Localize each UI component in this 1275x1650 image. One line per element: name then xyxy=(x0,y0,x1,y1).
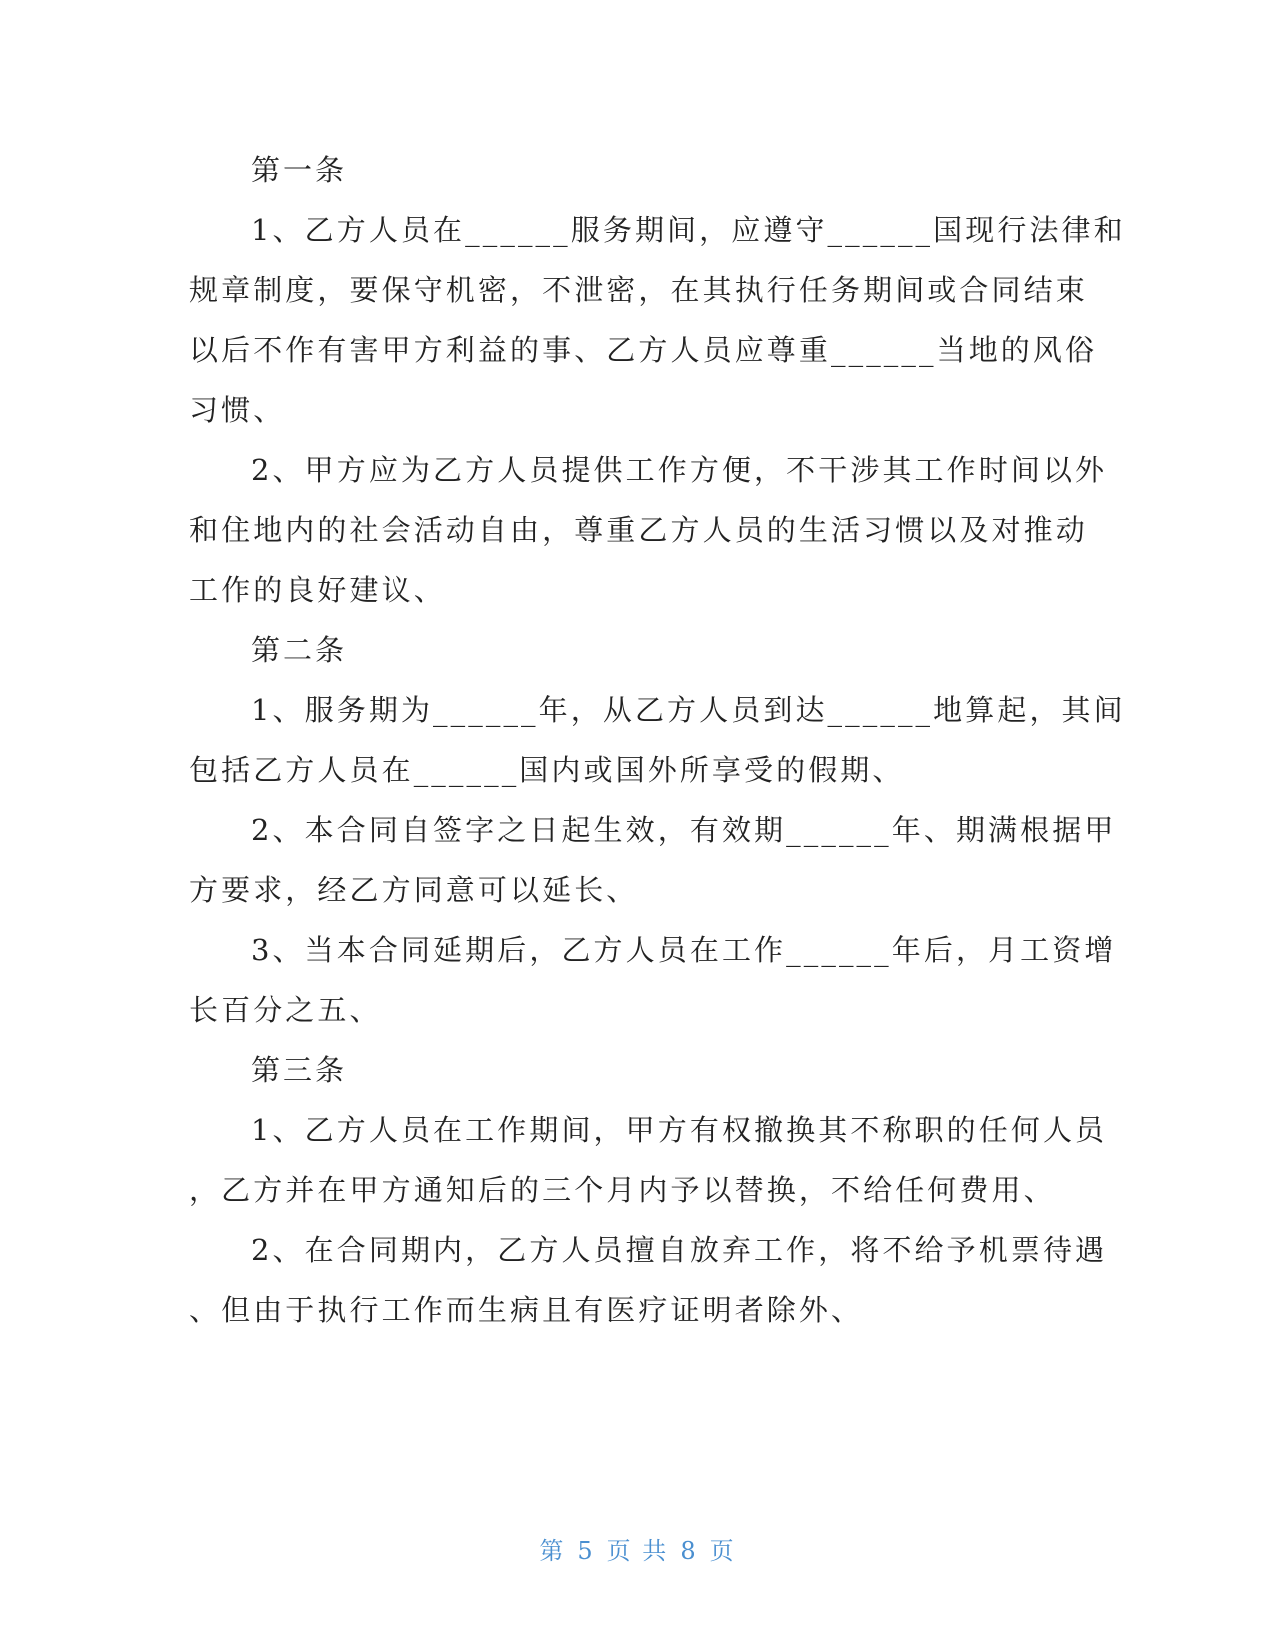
paragraph-line: 习惯、 xyxy=(189,393,286,427)
footer-prefix: 第 xyxy=(539,1537,566,1565)
paragraph-line: 规章制度，要保守机密，不泄密，在其执行任务期间或合同结束 xyxy=(189,273,1088,307)
document-body xyxy=(189,140,1126,1340)
paragraph-line: 和住地内的社会活动自由，尊重乙方人员的生活习惯以及对推动 xyxy=(189,513,1088,547)
paragraph xyxy=(189,680,1126,800)
paragraph xyxy=(189,800,1117,920)
paragraph xyxy=(189,1100,1108,1220)
paragraph-line: 以后不作有害甲方利益的事、乙方人员应尊重______当地的风俗 xyxy=(189,333,1098,367)
paragraph-line: 1、服务期为______年，从乙方人员到达______地算起，其间 xyxy=(251,693,1126,727)
paragraph-line: 3、当本合同延期后，乙方人员在工作______年后，月工资增 xyxy=(251,933,1117,967)
footer-suffix: 页 xyxy=(709,1537,736,1565)
footer-total-pages: 8 xyxy=(680,1537,698,1565)
section-heading: 第二条 xyxy=(251,633,348,667)
paragraph xyxy=(189,920,1117,1040)
footer-current-page: 5 xyxy=(577,1537,595,1565)
section-heading: 第一条 xyxy=(251,153,348,187)
paragraph xyxy=(189,1220,1108,1340)
paragraph-line: 包括乙方人员在______国内或国外所享受的假期、 xyxy=(189,753,905,787)
section-heading: 第三条 xyxy=(251,1053,348,1087)
paragraph-line: 工作的良好建议、 xyxy=(189,573,446,607)
paragraph-line: 2、甲方应为乙方人员提供工作方便，不干涉其工作时间以外 xyxy=(251,453,1108,487)
paragraph xyxy=(189,440,1108,620)
paragraph-line: 2、在合同期内，乙方人员擅自放弃工作，将不给予机票待遇 xyxy=(251,1233,1108,1267)
paragraph-line: 2、本合同自签字之日起生效，有效期______年、期满根据甲 xyxy=(251,813,1117,847)
paragraph-line: 方要求，经乙方同意可以延长、 xyxy=(189,873,639,907)
paragraph-line: ，乙方并在甲方通知后的三个月内予以替换，不给任何费用、 xyxy=(189,1173,1056,1207)
paragraph-line: 长百分之五、 xyxy=(189,993,382,1027)
paragraph xyxy=(189,200,1126,440)
paragraph-line: 1、乙方人员在工作期间，甲方有权撤换其不称职的任何人员 xyxy=(251,1113,1108,1147)
paragraph-line: 、但由于执行工作而生病且有医疗证明者除外、 xyxy=(189,1293,864,1327)
page-footer xyxy=(0,1531,1275,1566)
footer-middle: 页 共 xyxy=(606,1537,669,1565)
paragraph-line: 1、乙方人员在______服务期间，应遵守______国现行法律和 xyxy=(251,213,1126,247)
